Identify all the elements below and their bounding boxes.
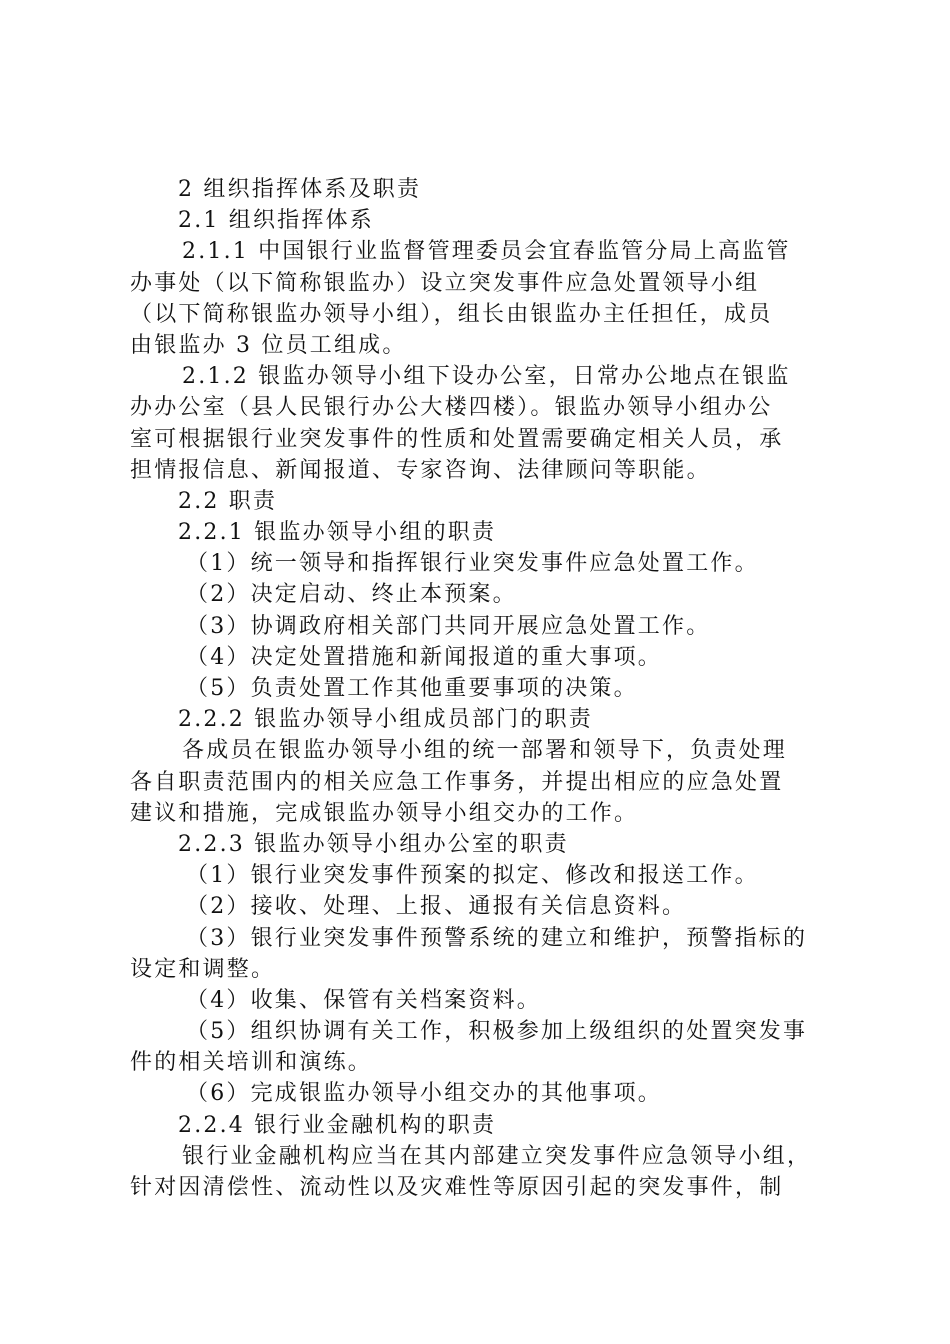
section-heading: 2 组织指挥体系及职责 xyxy=(178,177,422,202)
subsection-heading: 2.2 职责 xyxy=(178,488,278,514)
subsection-heading: 2.2.3 银监办领导小组办公室的职责 xyxy=(178,831,569,857)
list-item: （1）统一领导和指挥银行业突发事件应急处置工作。 xyxy=(186,551,759,577)
paragraph-line: 2.1.1 中国银行业监督管理委员会宜春监管分局上高监管 xyxy=(182,239,791,265)
list-item: （3）银行业突发事件预警系统的建立和维护，预警指标的 xyxy=(186,925,808,951)
paragraph-line: 室可根据银行业突发事件的性质和处置需要确定相关人员，承 xyxy=(130,426,784,452)
list-item: （1）银行业突发事件预案的拟定、修改和报送工作。 xyxy=(186,863,759,889)
subsection-heading: 2.2.2 银监办领导小组成员部门的职责 xyxy=(178,707,593,733)
document-body xyxy=(130,174,830,1203)
list-item-continuation: 件的相关培训和演练。 xyxy=(130,1050,373,1076)
paragraph-line: 2.1.2 银监办领导小组下设办公室，日常办公地点在银监 xyxy=(182,364,791,390)
paragraph-line: 办办公室（县人民银行办公大楼四楼）。银监办领导小组办公 xyxy=(130,395,773,421)
paragraph-line: （以下简称银监办领导小组），组长由银监办主任担任，成员 xyxy=(130,301,773,327)
paragraph-line: 针对因清偿性、流动性以及灾难性等原因引起的突发事件，制 xyxy=(130,1175,784,1200)
paragraph-line: 各成员在银监办领导小组的统一部署和领导下，负责处理 xyxy=(182,738,788,764)
list-item-continuation: 设定和调整。 xyxy=(130,956,276,982)
paragraph-line: 由银监办 3 位员工组成。 xyxy=(130,332,407,358)
list-item: （4）收集、保管有关档案资料。 xyxy=(186,987,541,1013)
subsection-heading: 2.2.1 银监办领导小组的职责 xyxy=(178,520,497,546)
paragraph-line: 银行业金融机构应当在其内部建立突发事件应急领导小组， xyxy=(182,1143,812,1169)
paragraph-line: 各自职责范围内的相关应急工作事务，并提出相应的应急处置 xyxy=(130,769,784,795)
paragraph-line: 建议和措施，完成银监办领导小组交办的工作。 xyxy=(130,800,639,826)
paragraph-line: 担情报信息、新闻报道、专家咨询、法律顾问等职能。 xyxy=(130,457,711,483)
list-item: （4）决定处置措施和新闻报道的重大事项。 xyxy=(186,644,662,670)
subsection-heading: 2.1 组织指挥体系 xyxy=(178,208,374,234)
list-item: （6）完成银监办领导小组交办的其他事项。 xyxy=(186,1081,662,1107)
subsection-heading: 2.2.4 银行业金融机构的职责 xyxy=(178,1112,497,1138)
list-item: （5）组织协调有关工作，积极参加上级组织的处置突发事 xyxy=(186,1019,808,1045)
list-item: （2）接收、处理、上报、通报有关信息资料。 xyxy=(186,894,687,920)
list-item: （3）协调政府相关部门共同开展应急处置工作。 xyxy=(186,613,711,639)
paragraph-line: 办事处（以下简称银监办）设立突发事件应急处置领导小组 xyxy=(130,270,760,296)
list-item: （2）决定启动、终止本预案。 xyxy=(186,582,517,608)
list-item: （5）负责处置工作其他重要事项的决策。 xyxy=(186,676,638,701)
